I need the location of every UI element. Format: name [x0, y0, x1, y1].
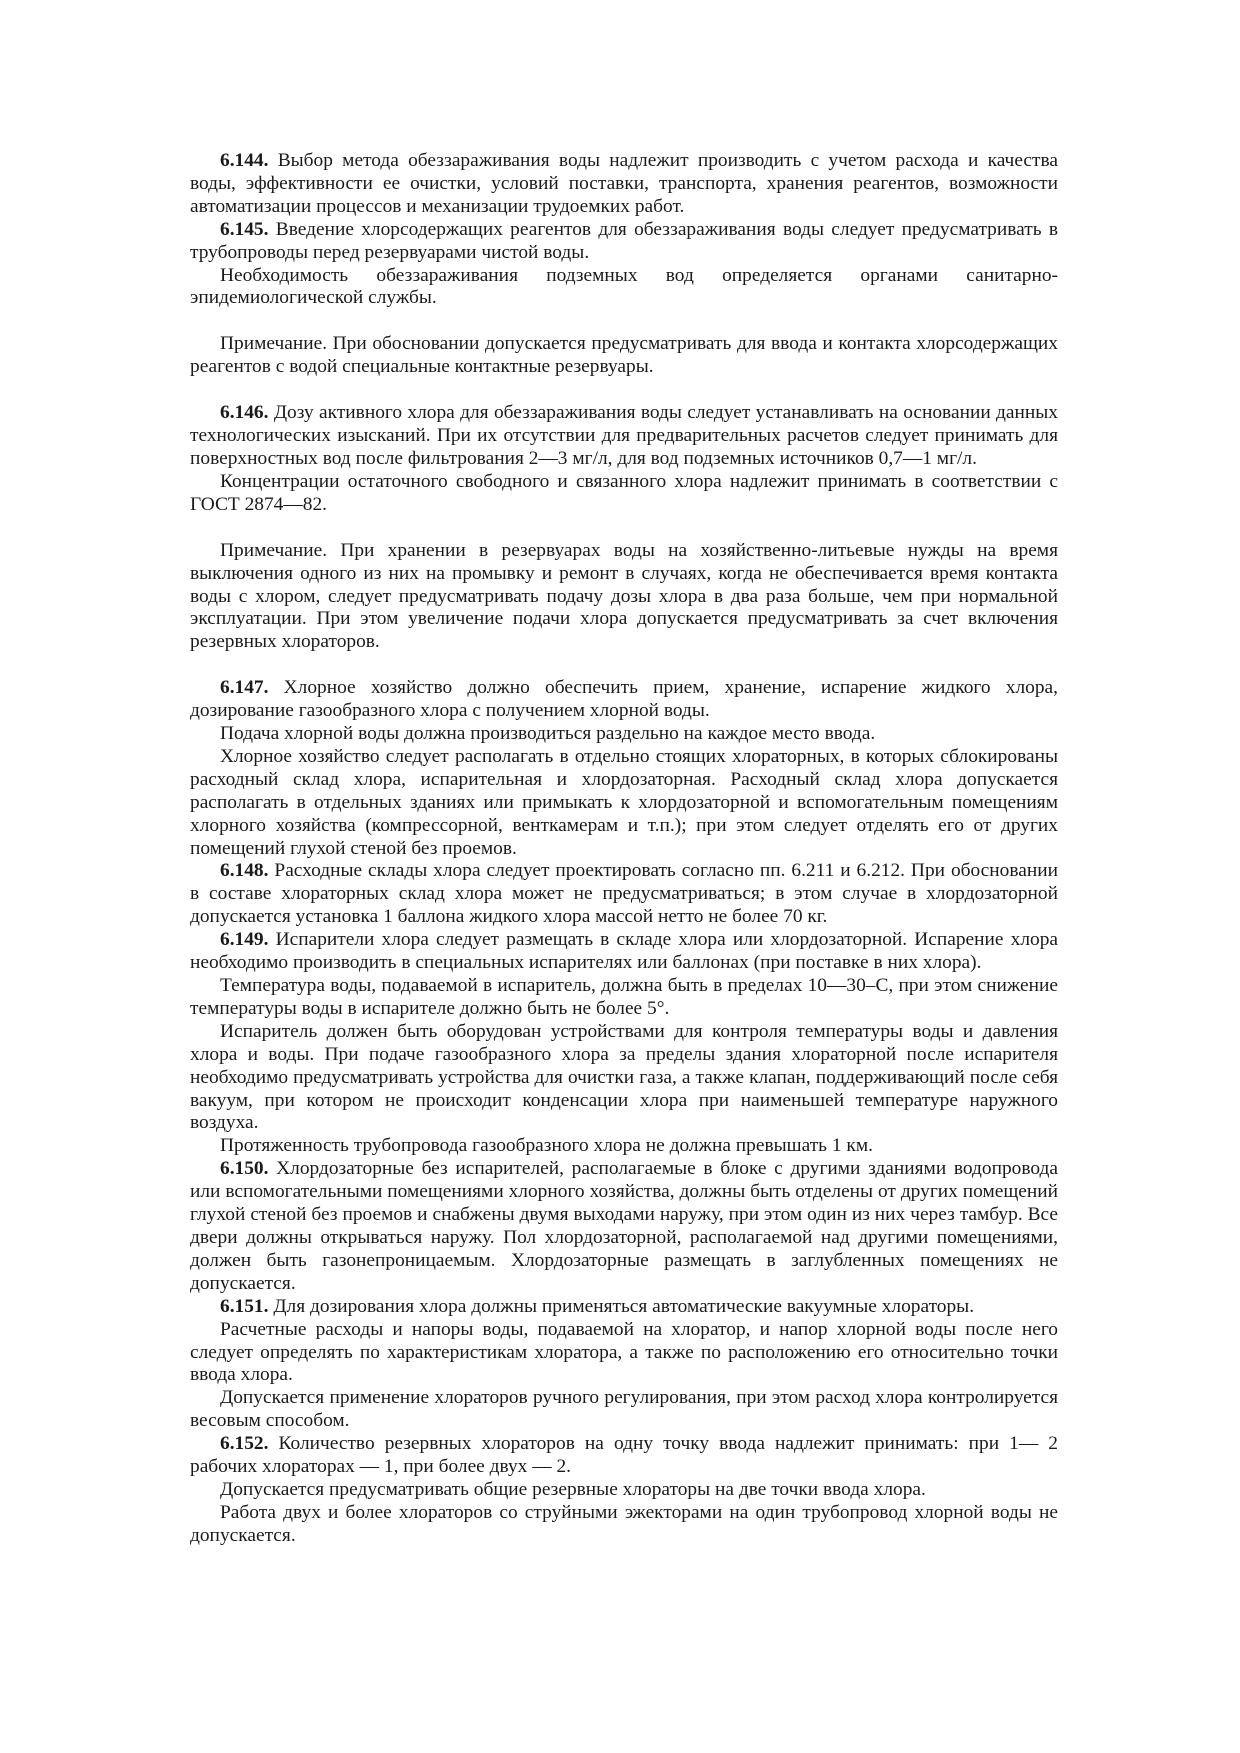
paragraph-text: Расходные склады хлора следует проектировать согласно пп. 6.211 и 6.212. При обосновании в составе хлораторных склад хлора может не предусматриваться; в этом случае в хлордозаторной допускается установка 1 баллона жидкого хлора массой нетто не более 70 кг.: [190, 860, 1058, 928]
paragraph-6-145: [190, 219, 1058, 265]
paragraph-text: Необходимость обеззараживания подземных вод определяется органами санитарно-эпидемиологической службы.: [190, 264, 1058, 309]
spacer: [190, 654, 1058, 677]
section-number: 6.151.: [220, 1295, 269, 1317]
paragraph-text: Хлорное хозяйство следует располагать в отдельно стоящих хлораторных, в которых сблокированы расходный склад хлора, испарительная и хлордозаторная. Расходный склад хлора допускается располагать в отдельных зданиях или примыкать к хлордозаторной и вспомогательным помещениям хлорного хозяйства (компрессорной, венткамерам и т.п.); при этом следует отделять его от других помещений глухой стеной без проемов.: [190, 745, 1058, 859]
paragraph-text: Концентрации остаточного свободного и связанного хлора надлежит принимать в соответствии с ГОСТ 2874—82.: [190, 470, 1058, 515]
paragraph-text: Хлорное хозяйство должно обеспечить прием, хранение, испарение жидкого хлора, дозирование газообразного хлора с получением хлорной воды.: [190, 677, 1058, 722]
document-page: [190, 150, 1058, 1548]
section-number: 6.149.: [220, 929, 269, 951]
paragraph-text: Допускается применение хлораторов ручного регулирования, при этом расход хлора контролируется весовым способом.: [190, 1387, 1058, 1432]
paragraph-6-150: [190, 1158, 1058, 1295]
section-number: 6.150.: [220, 1158, 269, 1180]
spacer: [190, 517, 1058, 540]
paragraph-text: Примечание. При хранении в резервуарах воды на хозяйственно-литьевые нужды на время выключения одного из них на промывку и ремонт в случаях, когда не обеспечивается время контакта воды с хлором, следует предусматривать подачу дозы хлора в два раза больше, чем при нормальной эксплуатации. При этом увеличение подачи хлора допускается предусматривать за счет включения резервных хлораторов.: [190, 539, 1058, 653]
section-number: 6.144.: [220, 150, 269, 171]
section-number: 6.148.: [220, 860, 269, 882]
paragraph-text: Подача хлорной воды должна производиться раздельно на каждое место ввода.: [220, 723, 876, 745]
paragraph-text: Количество резервных хлораторов на одну точку ввода надлежит принимать: при 1— 2 рабочих хлораторах — 1, при более двух — 2.: [190, 1433, 1058, 1478]
paragraph-text: Испаритель должен быть оборудован устройствами для контроля температуры воды и давления хлора и воды. При подаче газообразного хлора за пределы здания хлораторной после испарителя необходимо предусматривать устройства для очистки газа, а также клапан, поддерживающий после себя вакуум, при котором не происходит конденсации хлора при наименьшей температуре наружного воздуха.: [190, 1020, 1058, 1134]
paragraph-text: Дозу активного хлора для обеззараживания воды следует устанавливать на основании данных технологических изысканий. При их отсутствии для предварительных расчетов следует принимать для поверхностных вод после фильтрования 2—3 мг/л, для вод подземных источников 0,7—1 мг/л.: [190, 402, 1058, 469]
paragraph-design-flows: [190, 1319, 1058, 1388]
paragraph-text: Протяженность трубопровода газообразного хлора не должна превышать 1 км.: [220, 1135, 873, 1157]
paragraph-6-151: [190, 1296, 1058, 1319]
paragraph-disinfection-requirement: [190, 265, 1058, 311]
section-number: 6.147.: [220, 677, 269, 699]
paragraph-6-149: [190, 929, 1058, 975]
spacer: [190, 310, 1058, 333]
paragraph-text: Расчетные расходы и напоры воды, подаваемой на хлоратор, и напор хлорной воды после него следует определять по характеристикам хлоратора, а также по расположению его относительно точки ввода хлора.: [190, 1318, 1058, 1386]
paragraph-text: Введение хлорсодержащих реагентов для обеззараживания воды следует предусматривать в трубопроводы перед резервуарами чистой воды.: [190, 218, 1058, 263]
paragraph-chlorine-facility-layout: [190, 746, 1058, 861]
paragraph-6-148: [190, 860, 1058, 929]
paragraph-chlorine-concentrations: [190, 471, 1058, 517]
spacer: [190, 379, 1058, 402]
paragraph-shared-reserve: [190, 1479, 1058, 1502]
paragraph-chlorine-water-supply: [190, 723, 1058, 746]
paragraph-text: Для дозирования хлора должны применяться автоматические вакуумные хлораторы.: [268, 1295, 975, 1317]
paragraph-text: Работа двух и более хлораторов со струйными эжекторами на один трубопровод хлорной воды не допускается.: [190, 1501, 1058, 1546]
paragraph-6-144: [190, 150, 1058, 219]
section-number: 6.145.: [220, 218, 269, 240]
paragraph-water-temperature: [190, 975, 1058, 1021]
section-number: 6.146.: [220, 402, 269, 424]
section-number: 6.152.: [220, 1433, 269, 1455]
paragraph-6-146: [190, 402, 1058, 471]
paragraph-text: Хлордозаторные без испарителей, располагаемые в блоке с другими зданиями водопровода или вспомогательными помещениями хлорного хозяйства, должны быть отделены от других помещений глухой стеной без проемов и снабжены двумя выходами наружу, при этом один из них через тамбур. Все двери должны открываться наружу. Пол хлордозаторной, располагаемой над другими помещениями, должен быть газонепроницаемым. Хлордозаторные размещать в заглубленных помещениях не допускается.: [190, 1158, 1058, 1294]
paragraph-ejector-operation: [190, 1502, 1058, 1548]
paragraph-pipeline-length: [190, 1135, 1058, 1158]
paragraph-6-147: [190, 677, 1058, 723]
paragraph-text: Испарители хлора следует размещать в складе хлора или хлордозаторной. Испарение хлора необходимо производить в специальных испарителях или баллонах (при поставке в них хлора).: [190, 929, 1058, 974]
paragraph-evaporator-equipment: [190, 1021, 1058, 1136]
paragraph-text: Выбор метода обеззараживания воды надлежит производить с учетом расхода и качества воды, эффективности ее очистки, условий поставки, транспорта, хранения реагентов, возможности автоматизации процессов и механизации трудоемких работ.: [190, 150, 1058, 217]
paragraph-6-152: [190, 1433, 1058, 1479]
paragraph-text: Допускается предусматривать общие резервные хлораторы на две точки ввода хлора.: [220, 1478, 926, 1500]
note-reservoir-storage: [190, 540, 1058, 655]
paragraph-text: Температура воды, подаваемой в испаритель, должна быть в пределах 10—30‒С, при этом снижение температуры воды в испарителе должно быть не более 5°.: [190, 975, 1058, 1019]
paragraph-manual-chlorinators: [190, 1387, 1058, 1433]
paragraph-text: Примечание. При обосновании допускается предусматривать для ввода и контакта хлорсодержащих реагентов с водой специальные контактные резервуары.: [190, 333, 1058, 378]
note-contact-reservoirs: [190, 333, 1058, 379]
